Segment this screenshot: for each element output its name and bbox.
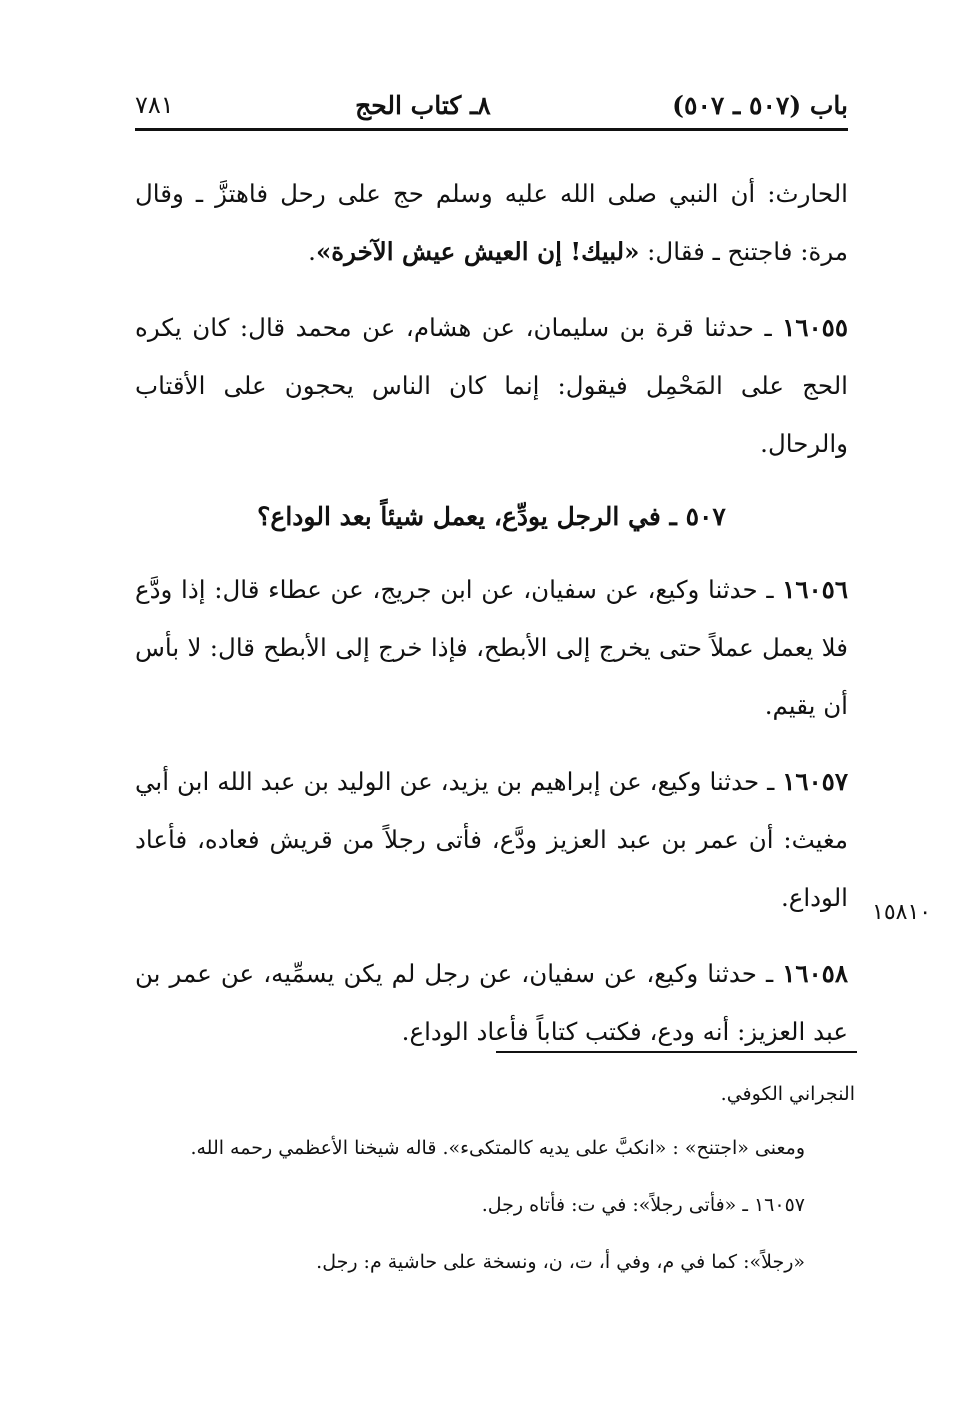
- paragraph-end: .: [308, 237, 316, 266]
- paragraph-text: الحارث: أن النبي صلى الله عليه وسلم حج على رحل فاهتزَّ ـ وقال مرة: فاجتنح ـ فقال:: [135, 179, 848, 266]
- main-text: [135, 165, 848, 1079]
- talbiyah-quote: «لبيك! إن العيش عيش الآخرة»: [315, 237, 640, 266]
- page-number: ٧٨١: [135, 91, 174, 119]
- paragraph-continuation: [135, 165, 848, 281]
- section-title: ٥٠٧ ـ في الرجل يودِّع، يعمل شيئاً بعد الوداع؟: [257, 502, 726, 531]
- chapter-range: باب (٥٠٧ ـ ٥٠٧): [672, 90, 848, 120]
- footnote-divider: [496, 1051, 857, 1053]
- hadith-number: ١٦٠٥٦: [782, 575, 848, 604]
- hadith-text: ـ حدثنا وكيع، عن سفيان، عن ابن جريج، عن عطاء قال: إذا ودَّع فلا يعمل عملاً حتى يخرج إلى الأبطح، فإذا خرج إلى الأبطح قال: لا بأس أن يقيم.: [135, 575, 848, 720]
- hadith-text: ـ حدثنا وكيع، عن إبراهيم بن يزيد، عن الوليد بن عبد الله ابن أبي مغيث: أن عمر بن عبد العزيز ودَّع، فأتى رجلاً من قريش فعاده، فأعاد الوداع.: [135, 767, 848, 912]
- hadith-text: ـ حدثنا قرة بن سليمان، عن هشام، عن محمد قال: كان يكره الحج على المَحْمِل فيقول: إنما كان الناس يحجون على الأقتاب والرحال.: [135, 313, 848, 458]
- hadith-number: ١٦٠٥٥: [782, 313, 848, 342]
- footnotes: [160, 1074, 855, 1291]
- hadith-number: ١٦٠٥٧: [782, 767, 848, 796]
- hadith-number: ١٦٠٥٨: [782, 959, 848, 988]
- hadith-16056: [135, 561, 848, 735]
- hadith-16057: [135, 753, 848, 927]
- margin-marker: ١٥٨١٠: [872, 900, 932, 925]
- hadith-text: ـ حدثنا وكيع، عن سفيان، عن رجل لم يكن يسمِّيه، عن عمر بن عبد العزيز: أنه ودع، فكتب كتاباً فأعاد الوداع.: [135, 959, 848, 1046]
- book-title: ٨ـ كتاب الحج: [355, 90, 491, 120]
- footnote-item: النجراني الكوفي.: [720, 1083, 855, 1105]
- page-header: [135, 82, 848, 131]
- footnote-item: ١٦٠٥٧ ـ «فأتى رجلاً»: في ت: فأتاه رجل.: [481, 1194, 805, 1216]
- footnote-item: ومعنى «اجتنح» : «انكبَّ على يديه كالمتكىء». قاله شيخنا الأعظمي رحمه الله.: [190, 1137, 805, 1159]
- hadith-16055: [135, 299, 848, 473]
- footnote-item: «رجلاً»: كما في م، وفي أ، ت، ن، ونسخة على حاشية م: رجل.: [316, 1251, 805, 1273]
- hadith-16058: [135, 945, 848, 1061]
